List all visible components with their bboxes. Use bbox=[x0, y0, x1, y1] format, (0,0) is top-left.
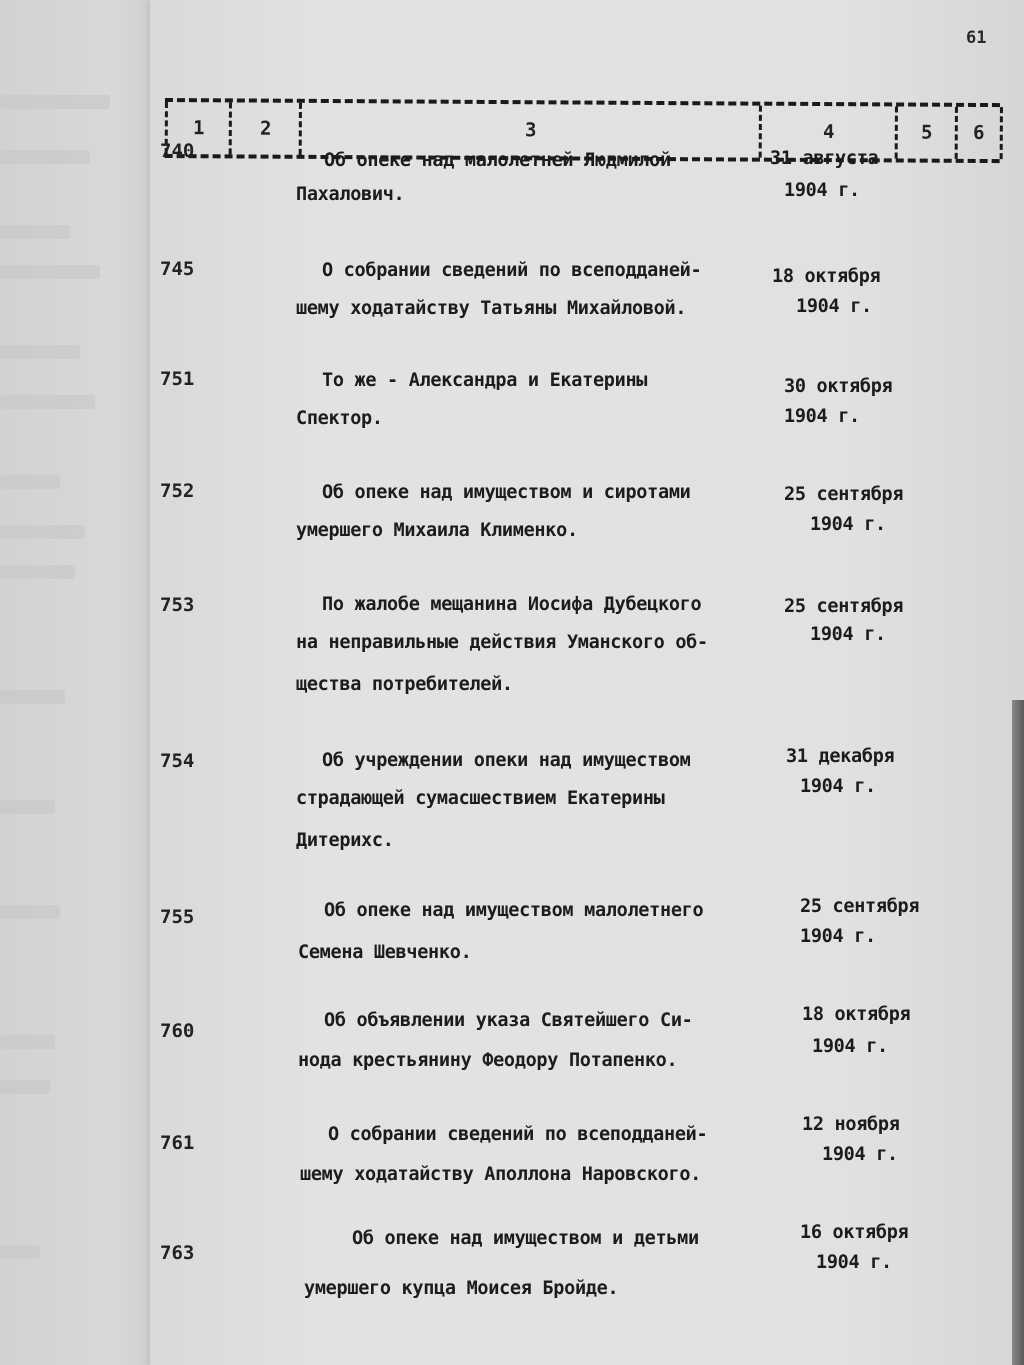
record-number: 745 bbox=[160, 258, 195, 280]
record-title: Об опеке над имуществом и детьми bbox=[352, 1228, 699, 1249]
bleed-through-text bbox=[0, 395, 95, 409]
record-title: Об опеке над имуществом малолетнего bbox=[324, 900, 704, 921]
record-title: на неправильные действия Уманского об- bbox=[296, 632, 708, 653]
bleed-through-text bbox=[0, 225, 70, 239]
record-year: 1904 г. bbox=[800, 926, 876, 947]
record-title: шему ходатайству Аполлона Наровского. bbox=[300, 1164, 702, 1185]
record-title: Об опеке над имуществом и сиротами bbox=[322, 482, 691, 503]
header-col-3: 3 bbox=[299, 103, 760, 158]
bleed-through-text bbox=[0, 690, 65, 704]
record-date: 12 ноября bbox=[802, 1114, 900, 1135]
record-date: 31 декабря bbox=[786, 746, 895, 767]
bleed-through-text bbox=[0, 1080, 50, 1094]
record-date: 18 октября bbox=[802, 1004, 911, 1025]
record-title: То же - Александра и Екатерины bbox=[322, 370, 648, 391]
record-title: О собрании сведений по всеподданей- bbox=[322, 260, 702, 281]
record-title: Об опеке над малолетней Людмилой bbox=[324, 150, 671, 171]
header-col-1: 1 bbox=[165, 102, 230, 154]
record-date: 25 сентября bbox=[800, 896, 920, 917]
record-title: Семена Шевченко. bbox=[298, 942, 472, 963]
record-title: По жалобе мещанина Иосифа Дубецкого bbox=[322, 594, 702, 615]
record-number: 752 bbox=[160, 480, 195, 502]
record-title: Пахалович. bbox=[296, 184, 405, 205]
record-year: 1904 г. bbox=[810, 514, 886, 535]
record-title: умершего Михаила Клименко. bbox=[296, 520, 578, 541]
record-title: нода крестьянину Феодору Потапенко. bbox=[298, 1050, 678, 1071]
record-year: 1904 г. bbox=[784, 180, 860, 201]
bleed-through-text bbox=[0, 800, 55, 814]
record-date: 30 октября bbox=[784, 376, 893, 397]
record-number: 755 bbox=[160, 906, 195, 928]
record-number: 763 bbox=[160, 1242, 195, 1264]
record-year: 1904 г. bbox=[816, 1252, 892, 1273]
record-title: Дитерихс. bbox=[296, 830, 394, 851]
record-year: 1904 г. bbox=[784, 406, 860, 427]
record-number: 760 bbox=[160, 1020, 195, 1042]
record-date: 25 сентября bbox=[784, 596, 904, 617]
record-title: О собрании сведений по всеподданей- bbox=[328, 1124, 708, 1145]
bleed-through-text bbox=[0, 905, 60, 919]
record-title: страдающей сумасшествием Екатерины bbox=[296, 788, 665, 809]
underlying-page bbox=[0, 0, 160, 1365]
record-number: 751 bbox=[160, 368, 195, 390]
header-col-6: 6 bbox=[955, 107, 1003, 159]
bleed-through-text bbox=[0, 95, 110, 109]
record-title: щества потребителей. bbox=[296, 674, 513, 695]
record-date: 25 сентября bbox=[784, 484, 904, 505]
record-year: 1904 г. bbox=[810, 624, 886, 645]
record-date: 16 октября bbox=[800, 1222, 909, 1243]
bleed-through-text bbox=[0, 345, 80, 359]
header-col-4: 4 bbox=[759, 106, 896, 159]
bleed-through-text bbox=[0, 1245, 40, 1259]
record-year: 1904 г. bbox=[822, 1144, 898, 1165]
bleed-through-text bbox=[0, 150, 90, 164]
record-date: 18 октября bbox=[772, 266, 881, 287]
record-title: Об объявлении указа Святейшего Си- bbox=[324, 1010, 693, 1031]
record-number: 754 bbox=[160, 750, 195, 772]
record-number: 761 bbox=[160, 1132, 195, 1154]
record-number: 753 bbox=[160, 594, 195, 616]
bleed-through-text bbox=[0, 1035, 55, 1049]
page-number: 61 bbox=[966, 28, 987, 48]
record-title: умершего купца Моисея Бройде. bbox=[304, 1278, 619, 1299]
record-number: 740 bbox=[160, 140, 195, 162]
header-col-5: 5 bbox=[895, 106, 956, 158]
bleed-through-text bbox=[0, 525, 85, 539]
record-year: 1904 г. bbox=[800, 776, 876, 797]
header-col-2: 2 bbox=[229, 102, 300, 154]
bleed-through-text bbox=[0, 475, 60, 489]
record-year: 1904 г. bbox=[812, 1036, 888, 1057]
record-title: Спектор. bbox=[296, 408, 383, 429]
record-year: 1904 г. bbox=[796, 296, 872, 317]
record-date: 31 августа bbox=[770, 148, 879, 169]
bleed-through-text bbox=[0, 265, 100, 279]
bleed-through-text bbox=[0, 565, 75, 579]
page-edge-shadow bbox=[1012, 700, 1024, 1365]
record-title: Об учреждении опеки над имуществом bbox=[322, 750, 691, 771]
record-title: шему ходатайству Татьяны Михайловой. bbox=[296, 298, 687, 319]
